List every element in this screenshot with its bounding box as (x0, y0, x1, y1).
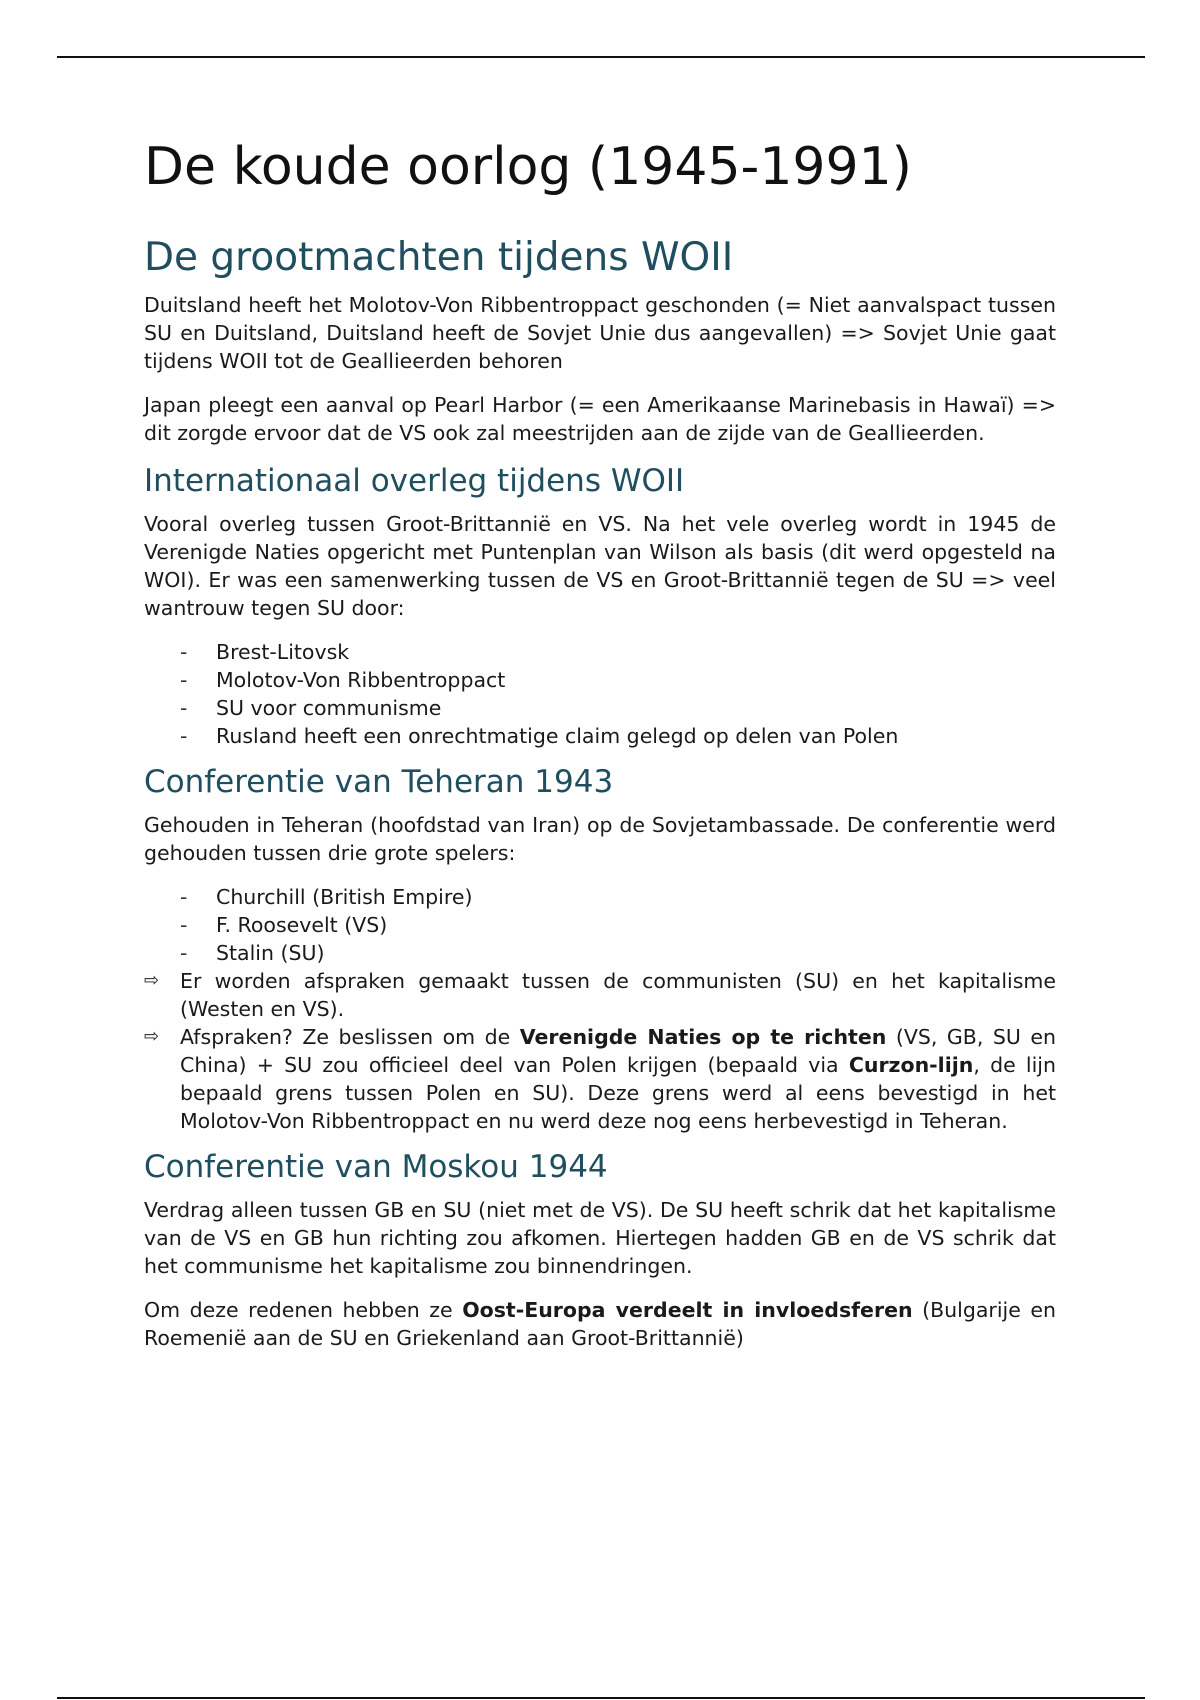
document-body (144, 138, 1056, 1368)
list-item (180, 694, 1056, 722)
paragraph-moskou: Verdrag alleen tussen GB en SU (niet met de VS). De SU heeft schrik dat het kapitalisme van de VS en GB hun richting zou afkomen. Hiertegen hadden GB en de VS schrik dat het communisme het kapitalisme zou binnendringen. (144, 1198, 1056, 1279)
bold-oost-europa: Oost-Europa verdeelt in invloedsferen (462, 1298, 913, 1323)
list-item-text: SU voor communisme (216, 695, 442, 720)
paragraph-pearl-harbor: Japan pleegt een aanval op Pearl Harbor (= een Amerikaanse Marinebasis in Hawaï) => dit zorgde ervoor dat de VS ook zal meestrijden aan de zijde van de Geallieerden. (144, 392, 1056, 445)
arrow-item-text-3: , de lijn bepaald grens tussen Polen en SU). Deze grens werd al eens bevestigd in het Molotov-Von Ribbentroppact en nu werd deze nog eens herbevestigd in Teheran. (180, 1053, 1056, 1134)
bold-curzon-lijn: Curzon-lijn (848, 1053, 974, 1078)
arrow-item-text-2: (VS, GB, SU en China) + SU zou officieel deel van Polen krijgen (bepaald via (180, 1025, 1056, 1078)
list-item-text: Rusland heeft een onrechtmatige claim gelegd op delen van Polen (216, 723, 899, 748)
dash-bullet: - (180, 885, 188, 910)
afspraken-list (144, 967, 1056, 1135)
text-segment: Om deze redenen hebben ze (144, 1298, 463, 1323)
arrow-item-text: Er worden afspraken gemaakt tussen de communisten (SU) en het kapitalisme (Westen en VS). (180, 969, 1056, 1022)
wantrouw-list (144, 638, 1056, 750)
text-segment: (Bulgarije en Roemenië aan de SU en Griekenland aan Groot-Brittannië) (144, 1298, 1057, 1351)
section-heading-grootmachten: De grootmachten tijdens WOII (144, 234, 734, 280)
list-item-text: Stalin (SU) (216, 941, 325, 966)
list-item-text: F. Roosevelt (VS) (216, 913, 388, 938)
section-heading-moskou: Conferentie van Moskou 1944 (144, 1149, 608, 1186)
dash-bullet: - (180, 913, 188, 938)
section-heading-teheran: Conferentie van Teheran 1943 (144, 763, 614, 800)
paragraph-invloedsferen (144, 1296, 1056, 1352)
dash-bullet: - (180, 639, 188, 664)
dash-bullet: - (180, 695, 188, 720)
section-heading-overleg: Internationaal overleg tijdens WOII (144, 462, 685, 499)
list-item (180, 911, 1056, 939)
list-item-text: Brest-Litovsk (216, 639, 350, 664)
arrow-item (144, 1023, 1056, 1135)
arrow-item-text-1: Afspraken? Ze beslissen om de (180, 1025, 520, 1050)
list-item (180, 638, 1056, 666)
list-item-text: Churchill (British Empire) (216, 885, 473, 910)
dash-bullet: - (180, 723, 188, 748)
dash-bullet: - (180, 667, 188, 692)
spelers-list (144, 883, 1056, 967)
paragraph-molotov: Duitsland heeft het Molotov-Von Ribbentroppact geschonden (= Niet aanvalspact tussen SU en Duitsland, Duitsland heeft de Sovjet Unie dus aangevallen) => Sovjet Unie gaat tijdens WOII tot de Geallieerden behoren (144, 292, 1056, 373)
document-title: De koude oorlog (1945-1991) (144, 137, 912, 197)
dash-bullet: - (180, 941, 188, 966)
list-item (180, 722, 1056, 750)
list-item (180, 883, 1056, 911)
list-item-text: Molotov-Von Ribbentroppact (216, 667, 506, 692)
footer-rule (57, 1697, 1145, 1699)
paragraph-overleg: Vooral overleg tussen Groot-Brittannië en VS. Na het vele overleg wordt in 1945 de Verenigde Naties opgericht met Puntenplan van Wilson als basis (dit werd opgesteld na WOI). Er was een samenwerking tussen de VS en Groot-Brittannië tegen de SU => veel wantrouw tegen SU door: (144, 511, 1056, 620)
list-item (180, 939, 1056, 967)
arrow-right-icon: ⇨ (144, 970, 160, 992)
list-item (180, 666, 1056, 694)
arrow-right-icon: ⇨ (144, 1026, 160, 1048)
header-rule (57, 56, 1145, 58)
paragraph-teheran: Gehouden in Teheran (hoofdstad van Iran) op de Sovjetambassade. De conferentie werd gehouden tussen drie grote spelers: (144, 813, 1056, 866)
arrow-item (144, 967, 1056, 1023)
bold-verenigde-naties: Verenigde Naties op te richten (519, 1025, 887, 1050)
